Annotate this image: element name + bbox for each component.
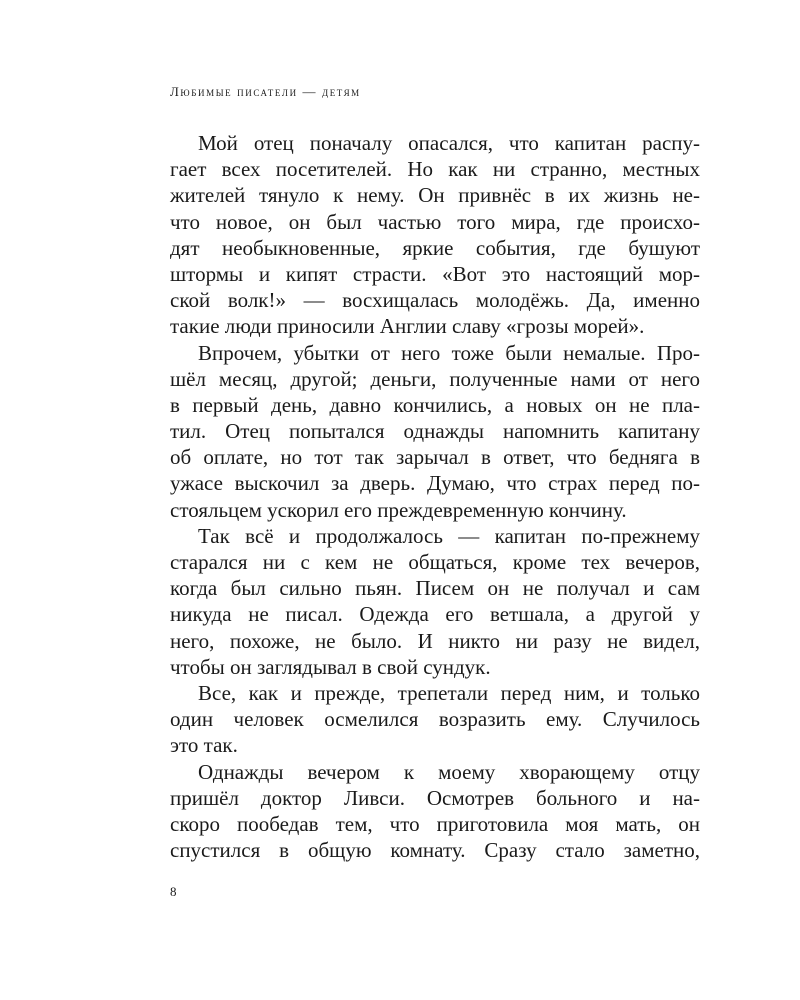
text-line: Впрочем, убытки от него тоже были немалые. Про- (198, 340, 700, 365)
text-line: тил. Отец попытался однажды напомнить капитану (170, 419, 700, 444)
text-line: в первый день, давно кончились, а новых он не пла- (170, 392, 700, 417)
text-line: спустился в общую комнату. Сразу стало заметно, (170, 838, 700, 863)
page-number: 8 (170, 884, 177, 899)
text-line: ской волк!» — восхищалась молодёжь. Да, именно (170, 288, 700, 313)
text-line: Однажды вечером к моему хворающему отцу (198, 759, 700, 784)
paragraph (170, 523, 700, 680)
text-line: Мой отец поначалу опасался, что капитан распу- (198, 131, 700, 155)
text-line: это так. (170, 733, 238, 758)
text-line: никуда не писал. Одежда его ветшала, а другой у (170, 602, 700, 627)
text-line: гает всех посетителей. Но как ни странно, местных (170, 157, 700, 182)
text-line: ужасе выскочил за дверь. Думаю, что страх перед по- (170, 471, 700, 496)
paragraph (170, 130, 700, 340)
text-line: него, похоже, не было. И никто ни разу не видел, (170, 628, 700, 653)
text-line: пришёл доктор Ливси. Осмотрев больного и на- (170, 785, 700, 810)
running-title: Любимые писатели — детям (170, 84, 361, 99)
text-line: один человек осмелился возразить ему. Случилось (170, 707, 700, 732)
text-line: стояльцем ускорил его преждевременную кончину. (170, 497, 627, 522)
text-line: об оплате, но тот так зарычал в ответ, что бедняга в (170, 445, 700, 470)
paragraph (170, 340, 700, 523)
text-line: старался ни с кем не общаться, кроме тех вечеров, (170, 550, 700, 574)
paragraph (170, 759, 700, 864)
paragraph (170, 680, 700, 759)
text-line: когда был сильно пьян. Писем он не получал и сам (170, 576, 700, 601)
text-line: Так всё и продолжалось — капитан по-прежнему (198, 523, 700, 548)
text-line: что новое, он был частью того мира, где происхо- (170, 209, 700, 234)
text-line: такие люди приносили Англии славу «грозы морей». (170, 314, 645, 339)
text-line: скоро пообедав тем, что приготовила моя мать, он (170, 811, 700, 836)
text-line: жителей тянуло к нему. Он привнёс в их жизнь не- (170, 183, 700, 208)
text-line: шёл месяц, другой; деньги, полученные нами от него (170, 366, 700, 391)
text-line: дят необыкновенные, яркие события, где бушуют (170, 235, 700, 260)
text-line: штормы и кипят страсти. «Вот это настоящий мор- (170, 261, 700, 286)
body-text (170, 130, 700, 863)
text-line: чтобы он заглядывал в свой сундук. (170, 654, 491, 679)
text-line: Все, как и прежде, трепетали перед ним, и только (198, 680, 700, 705)
